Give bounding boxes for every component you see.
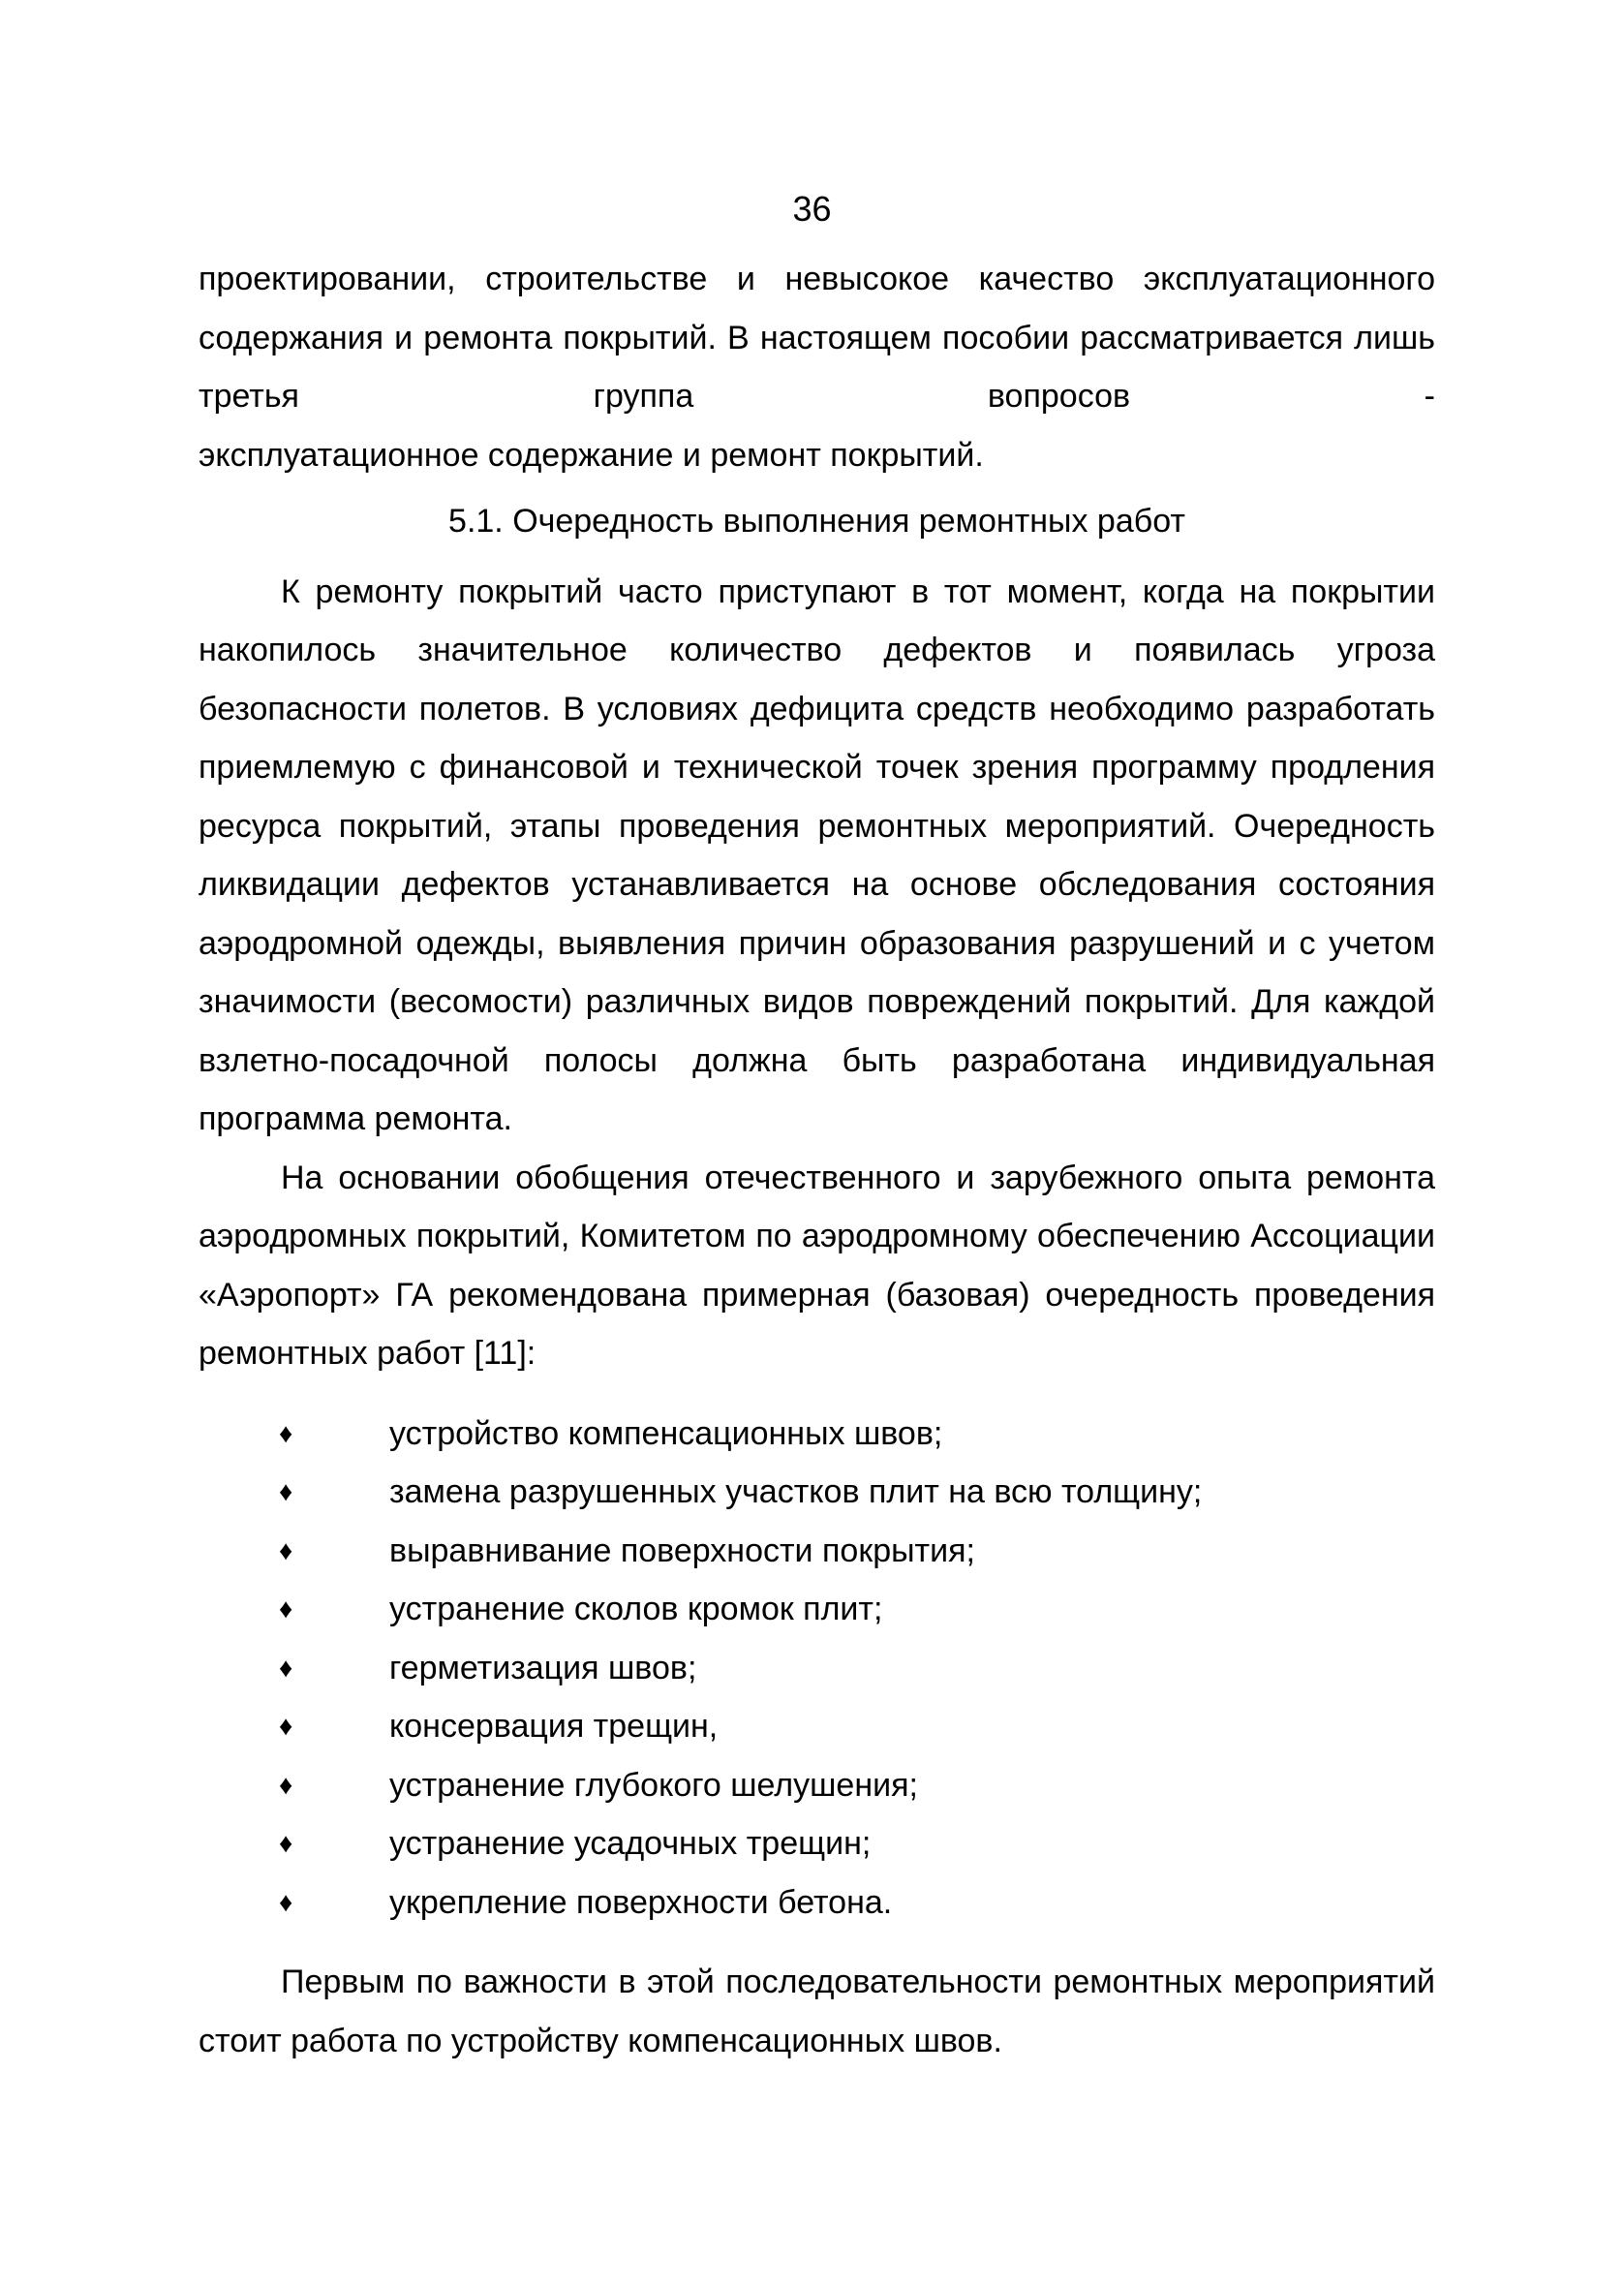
final-paragraph: Первым по важности в этой последовательности ремонтных мероприятий стоит работа по устройству компенсационных швов. [199, 1964, 1435, 2059]
list-item: ♦ устранение сколов кромок плит; [199, 1580, 1435, 1639]
diamond-bullet-icon: ♦ [279, 1886, 293, 1917]
body-text [199, 250, 1435, 2070]
list-item: ♦ укрепление поверхности бетона. [199, 1873, 1435, 1933]
diamond-bullet-icon: ♦ [279, 1476, 293, 1506]
diamond-bullet-icon: ♦ [279, 1769, 293, 1800]
section-heading: 5.1. Очередность выполнения ремонтных работ [448, 503, 1185, 540]
list-item: ♦ устранение глубокого шелушения; [199, 1756, 1435, 1815]
paragraph: К ремонту покрытий часто приступают в тот момент, когда на покрытии накопилось значительное количество дефектов и появилась угроза безопасности полетов. В условиях дефицита средств необходимо разработать приемлемую с финансовой и технической точек зрения программу продления ресурса покрытий, этапы проведения ремонтных мероприятий. Очередность ликвидации дефектов устанавливается на основе обследования состояния аэродромной одежды, выявления причин образования разрушений и с учетом значимости (весомости) различных видов повреждений покрытий. Для каждой взлетно-посадочной полосы должна быть разработана индивидуальная программа ремонта. [199, 572, 1435, 1137]
list-item: ♦ замена разрушенных участков плит на всю толщину; [199, 1463, 1435, 1522]
list-item: ♦ выравнивание поверхности покрытия; [199, 1522, 1435, 1581]
diamond-bullet-icon: ♦ [279, 1534, 293, 1565]
page-number: 36 [792, 189, 832, 229]
diamond-bullet-icon: ♦ [279, 1828, 293, 1858]
list-item: ♦ консервация трещин, [199, 1697, 1435, 1756]
continuation-last-line: эксплуатационное содержание и ремонт покрытий. [199, 436, 984, 474]
list-item: ♦ устройство компенсационных швов; [199, 1405, 1435, 1464]
continuation-text: проектировании, строительстве и невысокое качество эксплуатационного содержания и ремонта покрытий. В настоящем пособии рассматривается лишь третья группа вопросов - [199, 261, 1435, 415]
list-item: ♦ устранение усадочных трещин; [199, 1814, 1435, 1873]
diamond-bullet-icon: ♦ [279, 1652, 293, 1683]
continuation-paragraph [199, 250, 1435, 484]
bullet-list [199, 1405, 1435, 1933]
diamond-bullet-icon: ♦ [279, 1417, 293, 1448]
diamond-bullet-icon: ♦ [279, 1593, 293, 1624]
paragraph: На основании обобщения отечественного и зарубежного опыта ремонта аэродромных покрытий, Комитетом по аэродромному обеспечению Ассоциации «Аэропорт» ГА рекомендована примерная (базовая) очередность проведения ремонтных работ [11]: [199, 1159, 1435, 1372]
diamond-bullet-icon: ♦ [279, 1711, 293, 1741]
list-item: ♦ герметизация швов; [199, 1639, 1435, 1698]
